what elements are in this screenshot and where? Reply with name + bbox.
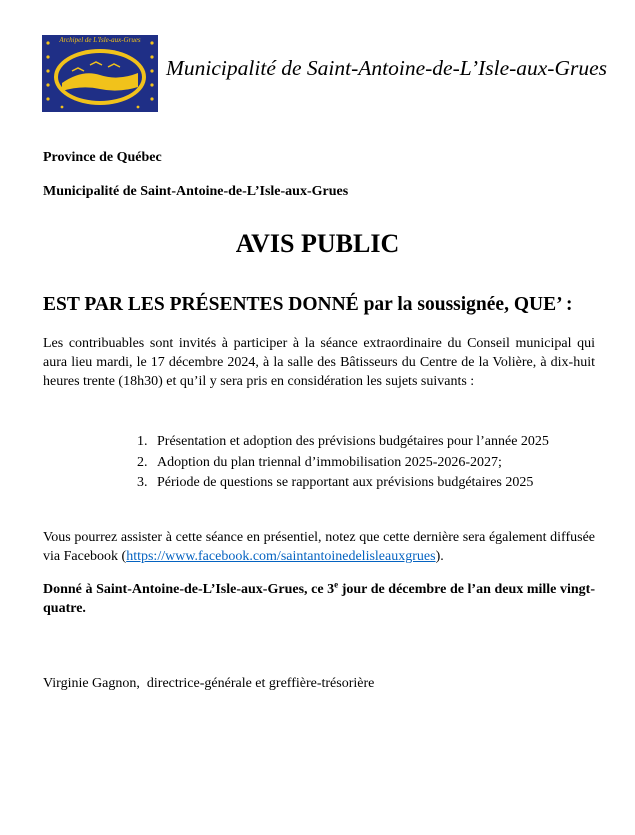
agenda-number: 1. [137,434,148,449]
attendance-paragraph [43,528,595,566]
agenda-number: 3. [137,475,148,490]
province-line: Province de Québec [43,150,162,165]
given-at-paragraph [43,580,595,618]
signature-line: Virginie Gagnon, directrice-générale et greffière-trésorière [43,676,375,691]
logo-text: Archipel de L'Isle-aux-Grues [59,36,141,44]
facebook-link[interactable]: https://www.facebook.com/saintantoinedelisleauxgrues [126,549,436,564]
agenda-text: Adoption du plan triennal d’immobilisation 2025-2026-2027; [157,454,502,470]
agenda-item [137,473,549,494]
agenda-item [137,453,549,474]
attendance-text: Vous pourrez assister à cette séance en présentiel, notez que cette dernière sera également diffusée via Facebook ( [43,530,595,564]
municipality-logo [42,35,158,112]
intro-paragraph: Les contribuables sont invités à participer à la séance extraordinaire du Conseil municipal qui aura lieu mardi, le 17 décembre 2024, à la salle des Bâtisseurs du Centre de la Volière, à dix-huit heures trente (18h30) et qu’il y sera pris en considération les sujets suivants : [43,336,595,389]
agenda-number: 2. [137,454,148,470]
agenda-item [137,432,549,453]
municipality-line: Municipalité de Saint-Antoine-de-L’Isle-aux-Grues [43,184,349,199]
given-at-text: Donné à Saint-Antoine-de-L’Isle-aux-Grues, ce 3 [43,582,335,597]
attendance-text-end: ). [435,549,444,564]
ordinal-suffix: e [334,579,339,590]
municipality-header-title: Municipalité de Saint-Antoine-de-L’Isle-aux-Grues [166,56,608,80]
agenda-text: Présentation et adoption des prévisions budgétaires pour l’année 2025 [157,434,549,449]
given-by-heading: EST PAR LES PRÉSENTES DONNÉ par la soussignée, QUE’ : [43,294,573,315]
agenda-list [137,432,549,494]
given-at-text-end: jour de décembre de l’an deux mille vingt-quatre. [43,582,595,616]
notice-title: AVIS PUBLIC [235,229,400,258]
agenda-text: Période de questions se rapportant aux prévisions budgétaires 2025 [157,475,534,490]
